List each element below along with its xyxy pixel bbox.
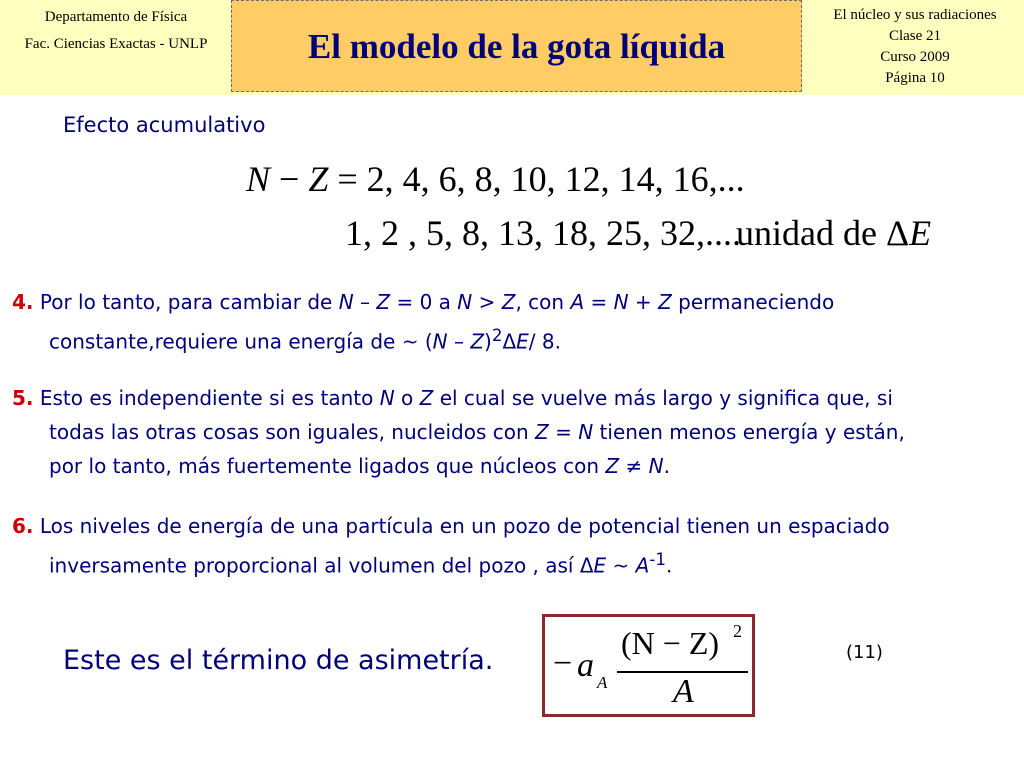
paragraph-5-line-2 bbox=[12, 415, 1012, 449]
var-n: N bbox=[246, 159, 271, 199]
var-z: Z bbox=[419, 386, 434, 410]
var-n: N bbox=[338, 290, 354, 314]
var-n: N bbox=[432, 329, 448, 354]
text: , con bbox=[515, 290, 571, 314]
eq-denominator: A bbox=[673, 673, 694, 710]
var-n: N bbox=[613, 290, 629, 314]
faculty-label: Fac. Ciencias Exactas - UNLP bbox=[24, 36, 208, 52]
var-a: A bbox=[635, 553, 650, 578]
var-z: Z bbox=[470, 329, 485, 354]
department-label: Departamento de Física bbox=[44, 9, 188, 25]
eq-coefficient-subscript: A bbox=[597, 673, 608, 692]
text: todas las otras cosas son iguales, nucleidos con bbox=[49, 420, 536, 444]
var-z: Z bbox=[658, 290, 672, 314]
text: Por lo tanto, para cambiar de bbox=[33, 290, 339, 314]
var-n: N bbox=[457, 290, 473, 314]
text: permaneciendo bbox=[671, 290, 835, 314]
text: Esto es independiente si es tanto bbox=[33, 386, 380, 410]
var-e: E bbox=[516, 329, 529, 354]
var-n: N bbox=[648, 454, 664, 478]
course-year: Curso 2009 bbox=[880, 49, 950, 65]
eq-minus-sign: − bbox=[553, 645, 573, 682]
minus-sign: − bbox=[270, 159, 309, 199]
slide-header bbox=[0, 0, 1024, 95]
var-e: E bbox=[909, 213, 932, 253]
formula-values: = 2, 4, 6, 8, 10, 12, 14, 16,... bbox=[328, 159, 745, 199]
page-number: Página 10 bbox=[885, 70, 945, 86]
var-e: E bbox=[593, 553, 607, 578]
text: = bbox=[548, 420, 579, 444]
eq-exponent: 2 bbox=[733, 621, 742, 641]
text: por lo tanto, más fuertemente ligados que núcleos con bbox=[49, 454, 606, 478]
text: el cual se vuelve más largo y significa que, si bbox=[433, 386, 893, 410]
text: Los niveles de energía de una partícula en un pozo de potencial tienen un espaciado bbox=[33, 514, 890, 538]
item-number: 5. bbox=[12, 386, 34, 410]
var-z: Z bbox=[605, 454, 620, 478]
slide-title: El modelo de la gota líquida bbox=[307, 27, 726, 66]
formula-energy-units: 1, 2 , 5, 8, 13, 18, 25, 32,.... bbox=[345, 213, 741, 253]
text: o bbox=[394, 386, 420, 410]
text: + bbox=[628, 290, 659, 314]
text: – bbox=[353, 290, 377, 314]
item-number: 6. bbox=[12, 514, 34, 538]
formula-n-minus-z bbox=[246, 158, 745, 200]
superscript: -1 bbox=[649, 550, 666, 569]
text: inversamente proporcional al volumen del pozo , así Δ bbox=[49, 553, 594, 578]
title-box bbox=[231, 0, 802, 92]
text: constante,requiere una energía de ~ ( bbox=[49, 329, 433, 354]
eq-coefficient: a bbox=[577, 647, 594, 684]
eq-numerator: (N − Z) bbox=[621, 625, 720, 661]
text: . bbox=[665, 553, 673, 578]
superscript: 2 bbox=[491, 326, 503, 345]
var-z: Z bbox=[376, 290, 391, 314]
text: ~ bbox=[606, 553, 636, 578]
text: – bbox=[447, 329, 471, 354]
text: > bbox=[472, 290, 502, 314]
paragraph-6 bbox=[12, 509, 1012, 583]
asymmetry-term-equation bbox=[542, 614, 755, 717]
var-n: N bbox=[578, 420, 594, 444]
item-number: 4. bbox=[12, 290, 34, 314]
text: = 0 a bbox=[390, 290, 458, 314]
paragraph-5 bbox=[12, 381, 1012, 483]
var-z: Z bbox=[308, 159, 329, 199]
paragraph-6-line-2 bbox=[12, 543, 1012, 583]
var-n: N bbox=[379, 386, 395, 410]
class-number: Clase 21 bbox=[888, 28, 942, 44]
var-z: Z bbox=[535, 420, 549, 444]
unit-text: unidad de Δ bbox=[736, 213, 910, 253]
text: . bbox=[663, 454, 670, 478]
formula-unit-label bbox=[736, 212, 931, 254]
header-right-info bbox=[806, 5, 1024, 89]
text: tienen menos energía y están, bbox=[593, 420, 905, 444]
text: ) bbox=[484, 329, 492, 354]
conclusion-text: Este es el término de asimetría. bbox=[63, 645, 494, 676]
equation-number: (11) bbox=[846, 642, 883, 663]
paragraph-5-line-3 bbox=[12, 449, 1012, 483]
paragraph-4 bbox=[12, 285, 1012, 359]
var-z: Z bbox=[501, 290, 516, 314]
paragraph-4-line-2 bbox=[12, 319, 1012, 359]
course-topic: El núcleo y sus radiaciones bbox=[833, 7, 997, 23]
text: Δ bbox=[502, 329, 517, 354]
header-left-info bbox=[0, 4, 232, 58]
text: = bbox=[584, 290, 614, 314]
var-a: A bbox=[570, 290, 585, 314]
section-subtitle: Efecto acumulativo bbox=[63, 113, 266, 137]
text: / 8. bbox=[528, 329, 561, 354]
text: ≠ bbox=[619, 454, 649, 478]
